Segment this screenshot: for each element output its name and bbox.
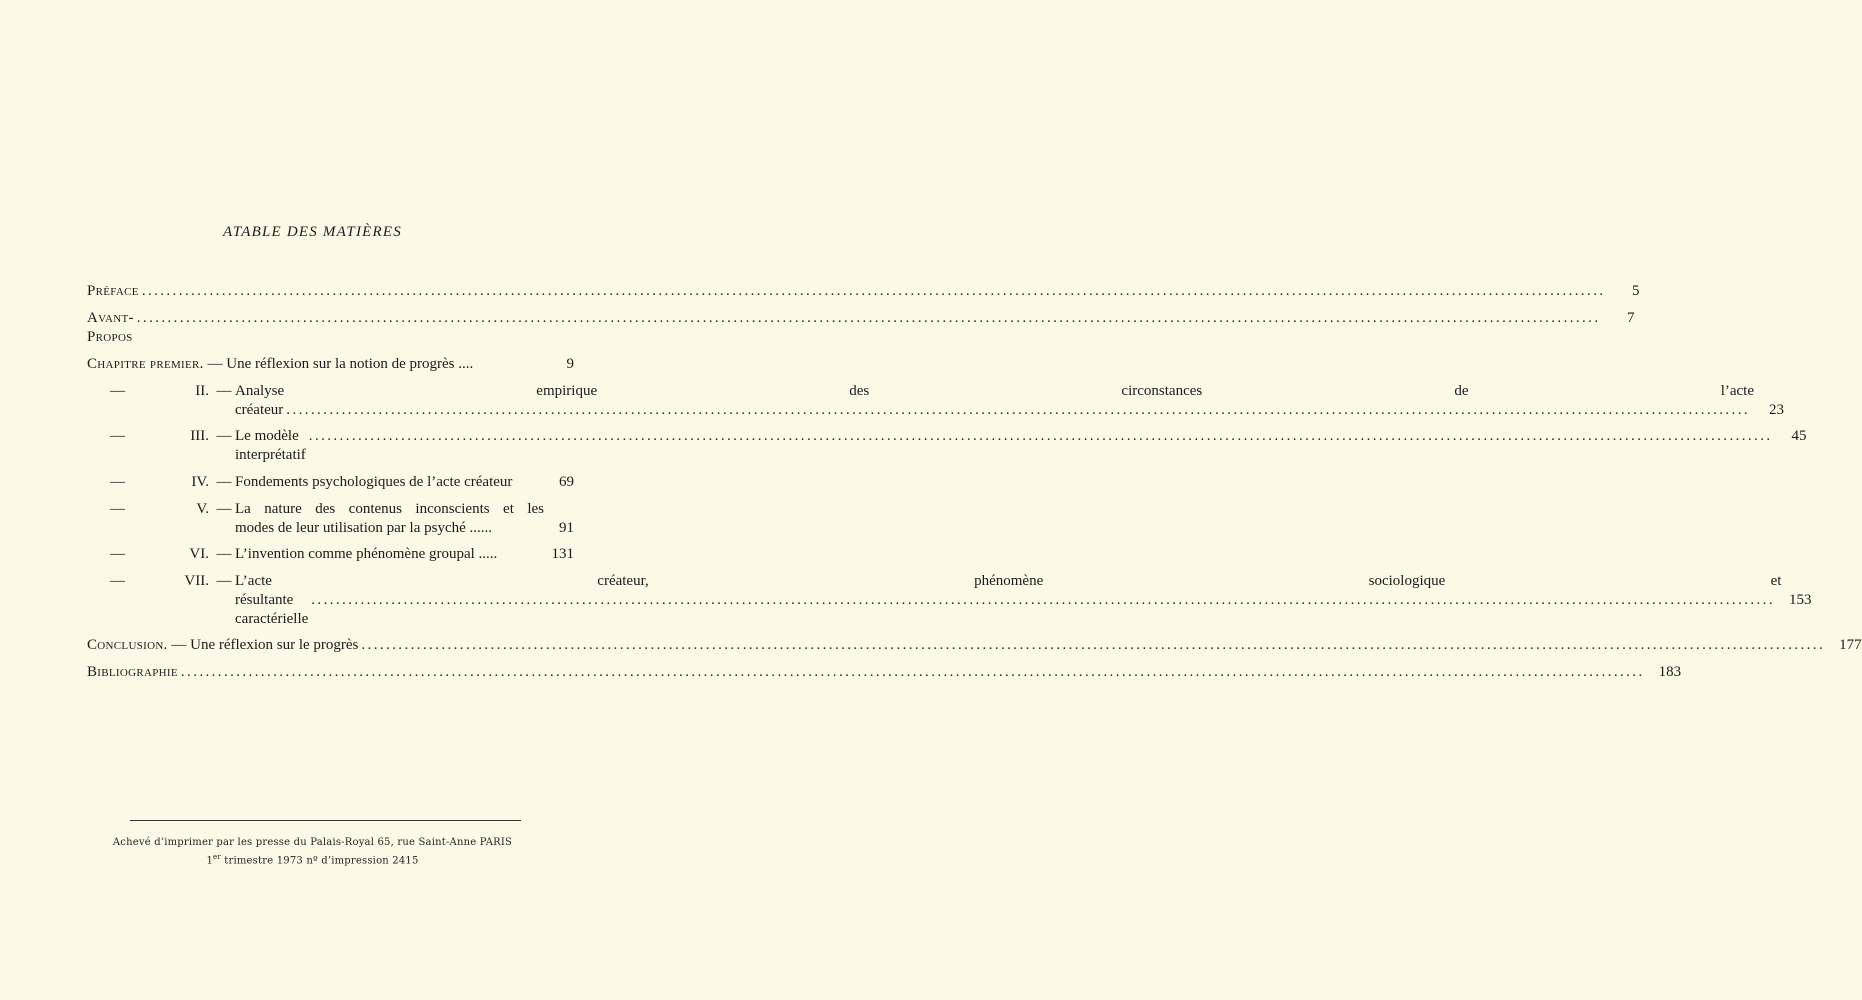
chapter-number: IV. [191, 474, 209, 490]
separator-dash: — [216, 546, 232, 562]
colophon-printer-line: Achevé d’imprimer par les presse du Palais-Royal 65, rue Saint-Anne PARIS [112, 837, 513, 848]
chapter-title-line: Fondements psychologiques de l’acte créateur [235, 474, 513, 490]
toc-entry-avant-propos[interactable] [87, 309, 1635, 347]
toc-page-number: 183 [1658, 664, 1682, 680]
dot-leader [137, 309, 1601, 328]
toc-page-number: 45 [1791, 428, 1807, 444]
ditto-dash: — [110, 501, 125, 517]
toc-label-rest: — Une réflexion sur la notion de progrès .... [203, 356, 474, 372]
toc-page-number: 69 [559, 474, 574, 490]
page-title: ATABLE DES MATIÈRES [223, 224, 402, 240]
colophon-divider [130, 820, 521, 821]
ditto-dash: — [110, 428, 125, 444]
toc-label: Conclusion. [87, 637, 168, 653]
separator-dash: — [216, 573, 232, 589]
toc-label: Préface [87, 283, 139, 299]
dot-leader [361, 636, 1825, 655]
toc-entry-chapitre-iii[interactable] [87, 427, 1807, 465]
ditto-dash: — [110, 573, 125, 589]
separator-dash: — [216, 428, 232, 444]
chapter-title-line: La nature des contenus inconscients et les [235, 501, 544, 517]
toc-label: Bibliographie [87, 664, 178, 680]
chapter-number: VII. [184, 573, 209, 589]
chapter-title-line: modes de leur utilisation par la psyché ...... [235, 520, 493, 536]
toc-page-number: 5 [1632, 283, 1640, 299]
chapter-title-line: Le modèle interprétatif [235, 428, 306, 463]
toc-entry-chapitre-premier[interactable] [87, 355, 574, 374]
chapter-number: V. [196, 501, 209, 517]
chapter-number: II. [195, 383, 209, 399]
ditto-dash: — [110, 383, 125, 399]
dot-leader [309, 427, 1773, 446]
dot-leader [181, 663, 1645, 682]
toc-entry-bibliographie[interactable] [87, 663, 1682, 682]
ditto-dash: — [110, 474, 125, 490]
chapter-title-line: L’invention comme phénomène groupal ..... [235, 546, 498, 562]
chapter-title-line: Analyse empirique des circonstances de l’acte [235, 383, 1754, 399]
toc-entry-chapitre-iv[interactable] [87, 473, 574, 492]
table-of-contents [87, 282, 1862, 690]
toc-entry-chapitre-v[interactable] [87, 500, 574, 538]
dot-leader [142, 282, 1606, 301]
toc-page-number: 131 [551, 546, 574, 562]
toc-label: Avant-Propos [87, 310, 134, 345]
separator-dash: — [216, 474, 232, 490]
toc-entry-preface[interactable] [87, 282, 1640, 301]
chapter-title-line: L’acte créateur, phénomène sociologique et [235, 573, 1782, 589]
toc-page-number: 7 [1626, 310, 1635, 326]
colophon [0, 836, 625, 868]
toc-page-number: 177 [1839, 637, 1862, 653]
ditto-dash: — [110, 546, 125, 562]
toc-page-number: 23 [1769, 402, 1784, 418]
chapter-title-line: résultante caractérielle [235, 592, 309, 627]
chapter-number: VI. [189, 546, 209, 562]
toc-label: Chapitre premier. [87, 356, 204, 372]
toc-entry-chapitre-vii[interactable] [87, 572, 1812, 629]
colophon-print-run-line: 1er trimestre 1973 nº d’impression 2415 [206, 853, 419, 867]
chapter-title-line: créateur [235, 402, 284, 418]
dot-leader [311, 591, 1775, 610]
separator-dash: — [216, 501, 232, 517]
toc-label-rest: — Une réflexion sur le progrès [167, 637, 359, 653]
toc-page-number: 153 [1788, 592, 1812, 608]
toc-page-number: 9 [566, 356, 574, 372]
dot-leader [286, 401, 1750, 420]
toc-entry-conclusion[interactable] [87, 636, 1862, 655]
toc-page-number: 91 [559, 520, 574, 536]
separator-dash: — [216, 383, 232, 399]
chapter-number: III. [190, 428, 209, 444]
toc-entry-chapitre-vi[interactable] [87, 545, 574, 564]
toc-entry-chapitre-ii[interactable] [87, 382, 1784, 420]
